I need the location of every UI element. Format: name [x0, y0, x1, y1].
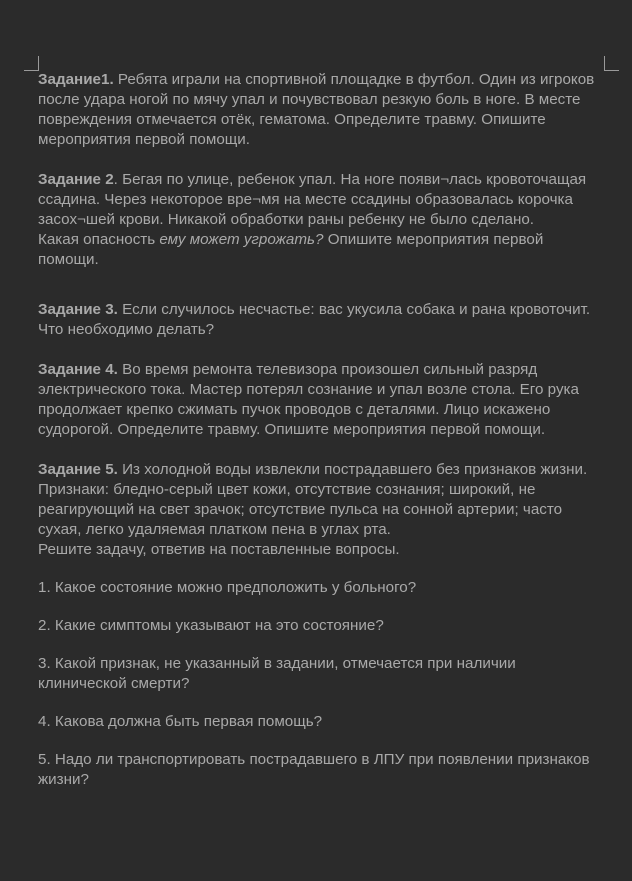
- crop-mark-top-right: [604, 56, 619, 71]
- crop-mark-top-left: [24, 56, 39, 71]
- task-instruction: Решите задачу, ответив на поставленные вопросы.: [38, 541, 400, 558]
- question-1: 1. Какое состояние можно предположить у больного?: [38, 579, 417, 596]
- task-text: . Бегая по улице, ребенок упал. На ноге появи¬лась кровоточащая ссадина. Через некоторое вре¬мя на месте ссадины образовалась корочка засох¬шей крови. Никакой обработки раны ребенку не было сделано.: [38, 171, 587, 228]
- task-label: Задание 4.: [38, 361, 118, 378]
- question-2: 2. Какие симптомы указывают на это состояние?: [38, 617, 384, 634]
- task-label: Задание 2: [38, 171, 114, 188]
- question-3: 3. Какой признак, не указанный в задании, отмечается при наличии клинической смерти?: [38, 655, 516, 692]
- task-text: Из холодной воды извлекли пострадавшего без признаков жизни.: [117, 461, 588, 478]
- task-label: Задание 5.: [38, 461, 118, 478]
- task-label: Задание 3.: [38, 301, 118, 318]
- question-4: 4. Какова должна быть первая помощь?: [38, 713, 323, 730]
- task-question-emphasis: ему может угрожать?: [159, 231, 324, 248]
- task-signs: Признаки: бледно-серый цвет кожи, отсутствие сознания; широкий, не реагирующий на свет зрачок; отсутствие пульса на сонной артерии; часто сухая, легко удаляемая платком пена в углах рта.: [38, 481, 563, 538]
- task-2: [38, 170, 608, 270]
- task-text: Ребята играли на спортивной площадке в футбол. Один из игроков после удара ногой по мячу упал и почувствовал резкую боль в ноге. В месте повреждения отмечается отёк, гематома. Определите травму. Опишите мероприятия первой помощи.: [38, 71, 595, 148]
- task-text: Во время ремонта телевизора произошел сильный разряд электрического тока. Мастер потерял сознание и упал возле стола. Его рука продолжает крепко сжимать пучок проводов с деталями. Лицо искажено судорогой. Определите травму. Опишите мероприятия первой помощи.: [38, 361, 579, 438]
- task-3: [38, 300, 608, 340]
- task-5: [38, 460, 608, 560]
- task-text: Если случилось несчастье: вас укусила собака и рана кровоточит. Что необходимо делать?: [38, 301, 591, 338]
- document-body: [38, 70, 608, 790]
- task-4: [38, 360, 608, 440]
- task-question-end: Опишите мероприятия первой помощи.: [38, 231, 544, 268]
- task-label: Задание1.: [38, 71, 114, 88]
- task-1: [38, 70, 608, 150]
- task-question-start: Какая опасность: [38, 231, 160, 248]
- question-5: 5. Надо ли транспортировать пострадавшего в ЛПУ при появлении признаков жизни?: [38, 751, 590, 788]
